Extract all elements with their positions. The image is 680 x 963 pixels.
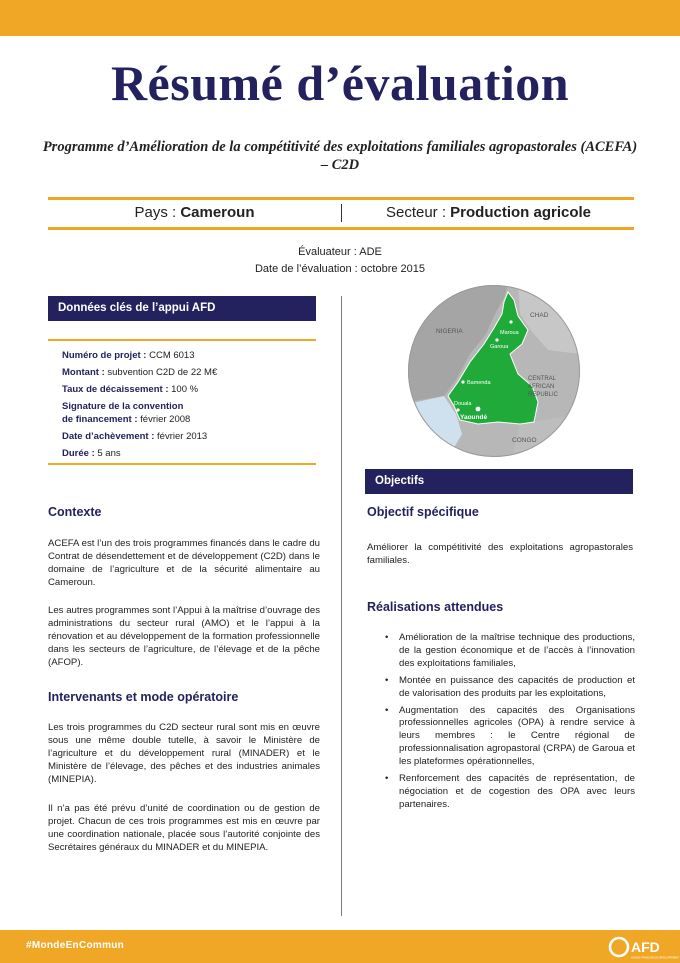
label-car-3: REPUBLIC [528, 392, 559, 398]
divider-bottom [48, 227, 634, 230]
hashtag-text: #MondeEnCommun [26, 940, 125, 951]
context-paragraph-2: Les autres programmes sont l’Appui à la maîtrise d’ouvrage des administrations du secteur rural (AMO) et le l’appui à la rénovation et au développement de la formation professionnelle dans les secteurs de l’agriculture, de l’élevage et de la pêche (AFOP). [48, 605, 320, 668]
city-dot-bamenda [461, 380, 464, 383]
key-data-heading: Données clés de l’appui AFD [48, 296, 316, 321]
context-paragraph-1: ACEFA est l’un des trois programmes financés dans le cadre du Contrat de désendettement et de développement (C2D) dans le domaine de l’agriculture et de la sécurité alimentaire au Cameroun. [48, 538, 320, 588]
top-banner [0, 0, 680, 36]
country-field [48, 204, 341, 221]
list-item: • Augmentation des capacités des Organisations professionnelles agricoles (OPA) à rendre service à leurs membres : le Centre régional de professionnalisation agropastoral (CRPA) de Garoua et les plateformes opérationnelles, [385, 705, 635, 770]
eval-date-value: octobre 2015 [360, 263, 425, 275]
label-car-2: AFRICAN [528, 384, 555, 390]
sector-value: Production agricole [450, 204, 592, 221]
afd-logo-text: AFD [631, 939, 660, 955]
divider-top [48, 197, 634, 200]
label-congo: CONGO [512, 437, 537, 444]
evaluation-info [0, 244, 680, 278]
sector-label: Secteur : [385, 204, 446, 221]
column-separator [341, 296, 342, 916]
page-title: Résumé d’évaluation [110, 55, 570, 111]
city-dot-garoua [495, 338, 498, 341]
label-yaounde: Yaoundé [460, 414, 488, 421]
list-item: • Renforcement des capacités de représentation, de négociation et de cogestion des OPA avec leurs partenaires. [385, 773, 635, 812]
afd-logo [608, 934, 680, 960]
objectives-heading: Objectifs [365, 469, 633, 494]
key-data-item: Montant : subvention C2D de 22 M€ [62, 367, 218, 378]
label-garoua: Garoua [490, 344, 509, 350]
key-data-item: Date d’achèvement : février 2013 [62, 431, 208, 442]
specific-objective-heading: Objectif spécifique [367, 505, 479, 519]
label-bamenda: Bamenda [467, 380, 491, 386]
label-car-1: CENTRAL [528, 376, 557, 382]
afd-logo-circle-icon [610, 938, 628, 956]
specific-objective-text: Améliorer la compétitivité des exploitations agropastorales familiales. [367, 542, 633, 566]
country-value: Cameroun [180, 204, 255, 221]
key-data-rule-bottom [48, 463, 316, 465]
context-heading: Contexte [48, 505, 102, 519]
city-dot-yaounde [476, 407, 481, 412]
cameroon-map [408, 284, 580, 458]
label-douala: Douala [454, 401, 472, 407]
eval-date-label: Date de l’évaluation : [254, 263, 358, 275]
country-label: Pays : [134, 204, 177, 221]
label-nigeria: NIGERIA [436, 328, 463, 335]
list-item: • Amélioration de la maîtrise technique des productions, de la gestion économique et de l’accès à l’innovation des exploitations familiales, [385, 632, 635, 671]
expected-results-heading: Réalisations attendues [367, 600, 504, 614]
stakeholders-paragraph-2: Il n’a pas été prévu d’unité de coordination ou de gestion de projet. Chacun de ces trois programmes est mis en œuvre par une coordination nationale, placée sous l’autorité conjointe des Secrétaires généraux du MINADER et du MINEPIA. [48, 803, 320, 853]
field-separator [341, 204, 342, 222]
expected-results-list [385, 632, 635, 816]
evaluator-label: Évaluateur : [298, 246, 357, 258]
key-data-item: Signature de la convention de financement : février 2008 [62, 401, 191, 425]
stakeholders-paragraph-1: Les trois programmes du C2D secteur rural sont mis en œuvre sous une même double tutelle, à savoir le Ministère de l’agriculture et du développement rural (MINADER) et le Ministère de l’élevage, des pêches et des industries animales (MINEPIA). [48, 722, 320, 785]
city-dot-maroua [509, 320, 512, 323]
stakeholders-heading: Intervenants et mode opératoire [48, 690, 239, 704]
label-chad: CHAD [530, 312, 549, 319]
sector-field [343, 204, 634, 221]
key-data-item: Taux de décaissement : 100 % [62, 384, 199, 395]
key-data-rule-top [48, 339, 316, 341]
label-maroua: Maroua [500, 330, 519, 336]
afd-logo-subtext: AGENCE FRANÇAISE DE DÉVELOPPEMENT [631, 957, 680, 960]
evaluator-value: ADE [359, 246, 382, 258]
key-data-list [62, 349, 312, 464]
list-item: • Montée en puissance des capacités de production et de valorisation des produits par les exploitations, [385, 675, 635, 701]
program-subtitle: Programme d’Amélioration de la compétitivité des exploitations familiales agropastorales (ACEFA) – C2D [42, 139, 638, 173]
key-data-item: Numéro de projet : CCM 6013 [62, 350, 195, 361]
key-data-item: Durée : 5 ans [62, 448, 121, 459]
city-dot-douala [456, 408, 459, 411]
